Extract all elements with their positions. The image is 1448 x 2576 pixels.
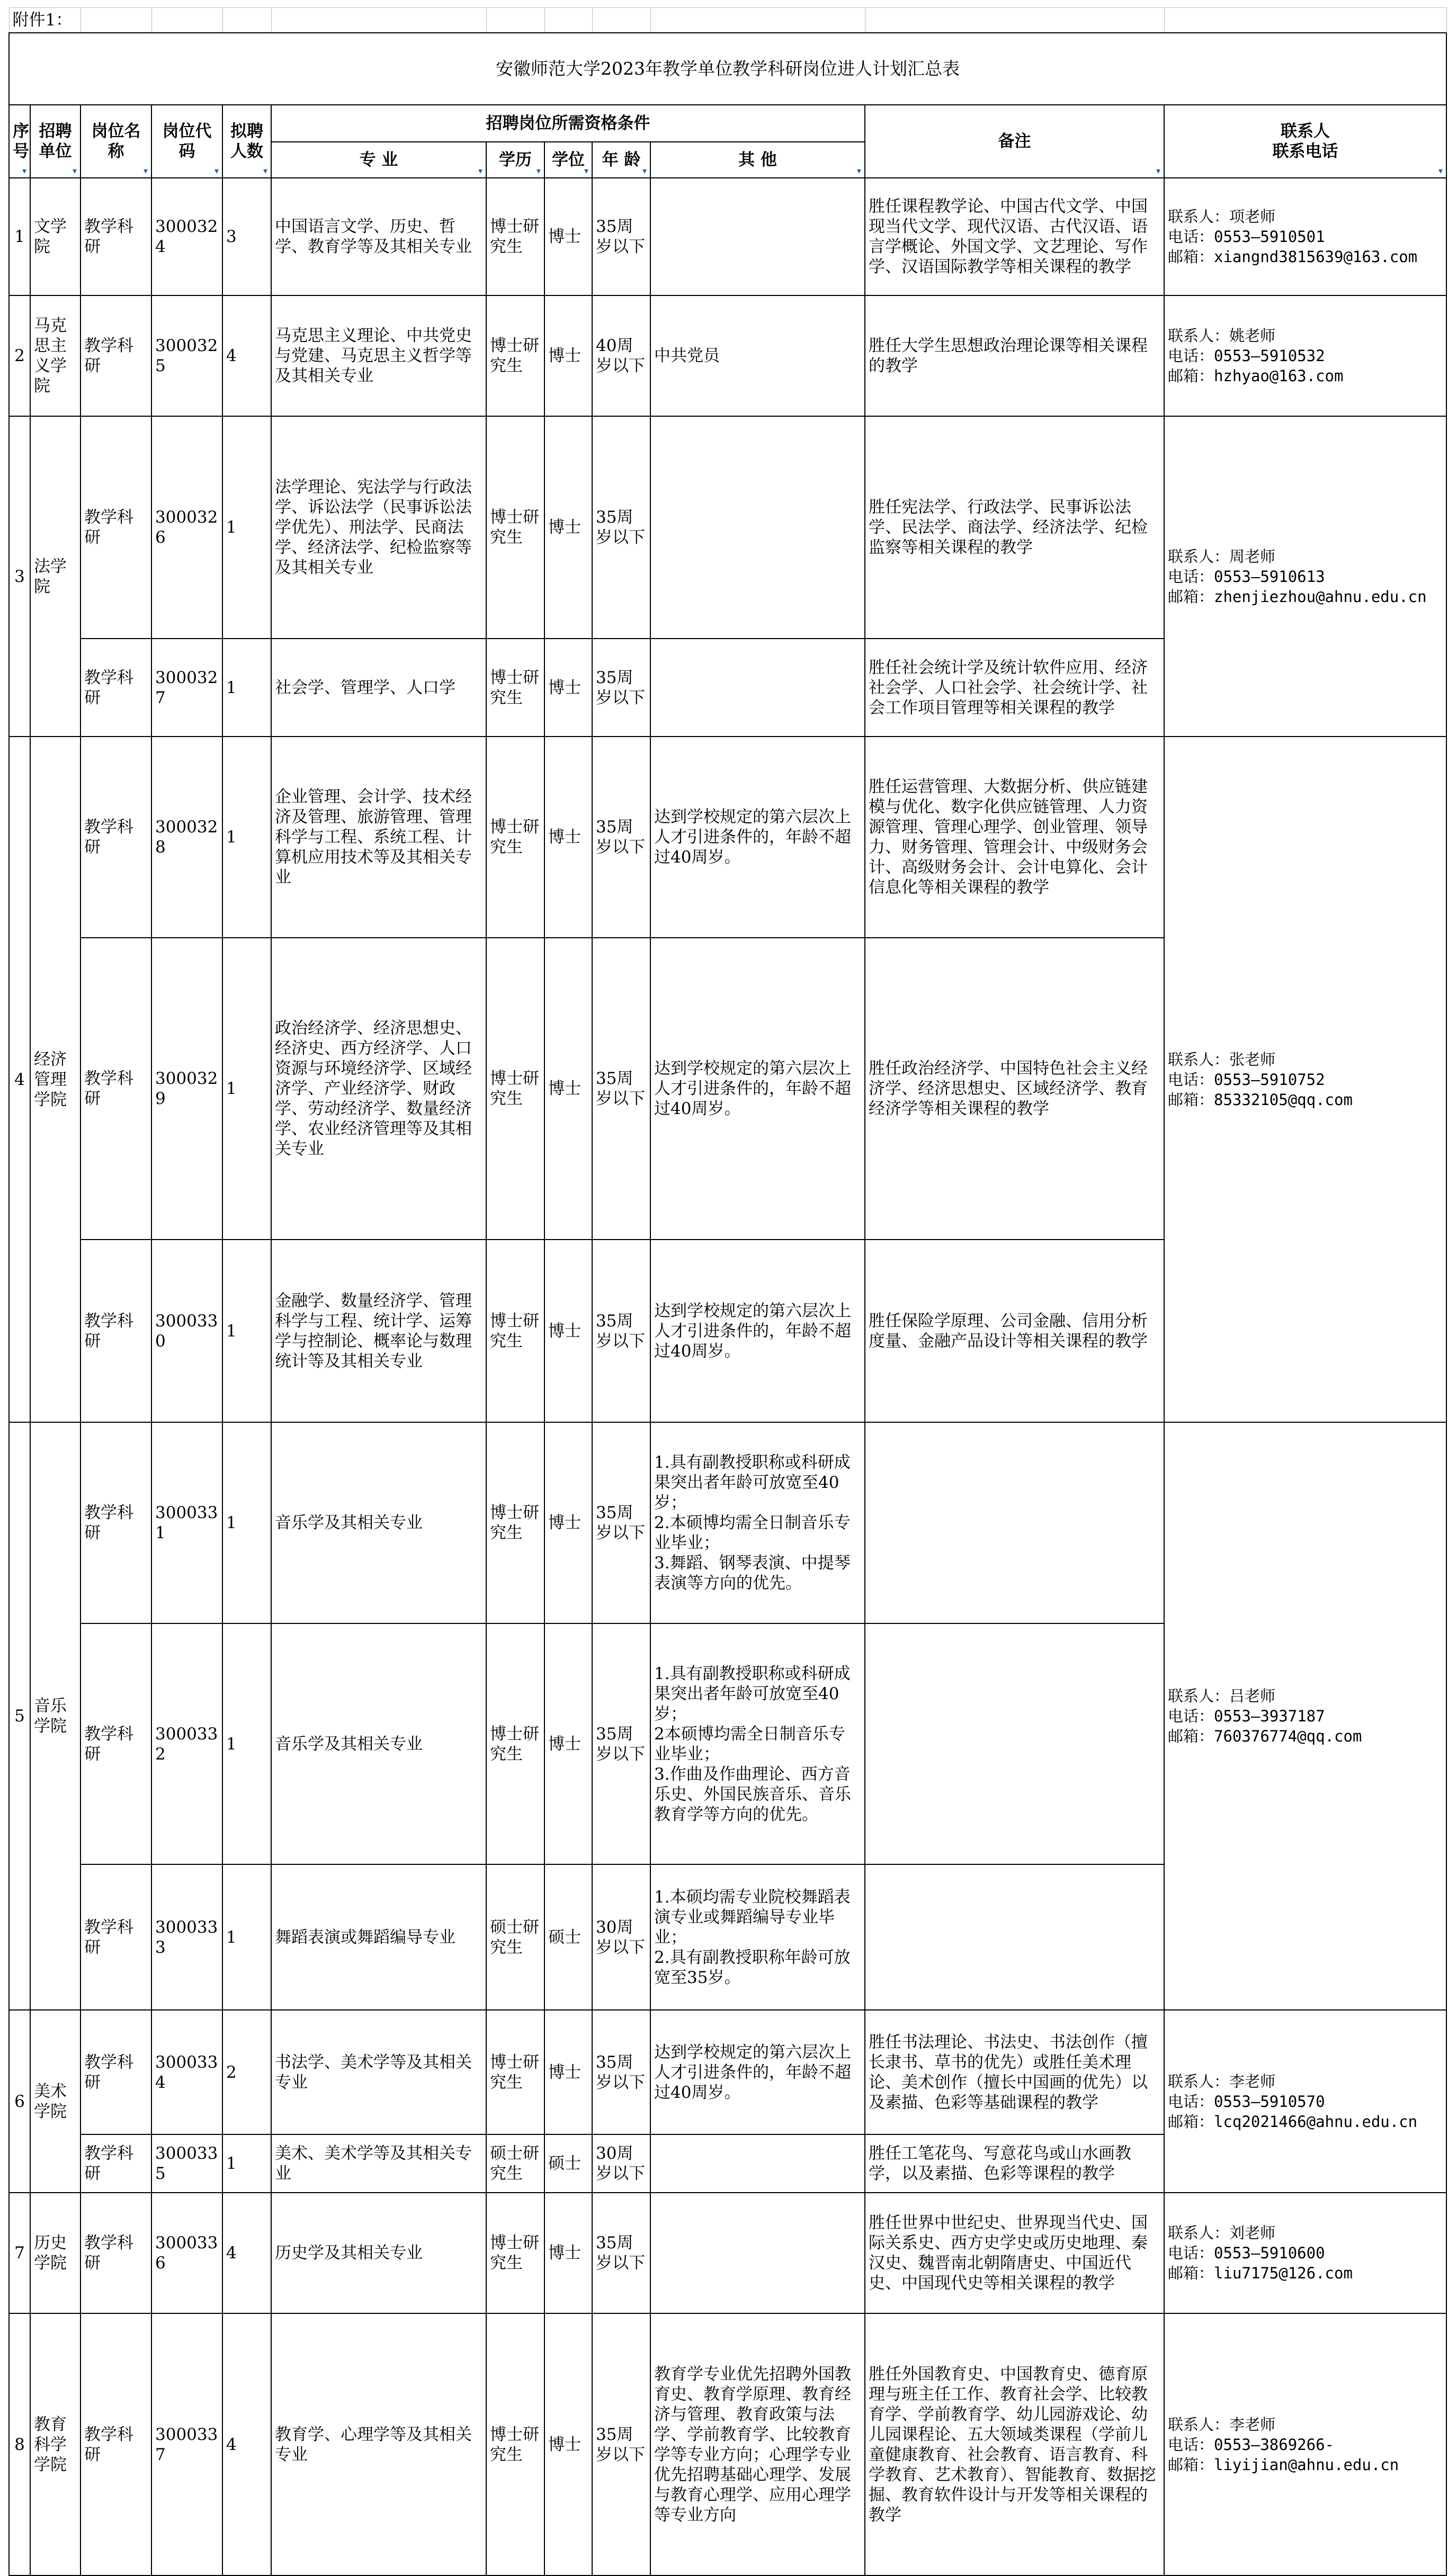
count-cell: 1 — [222, 1240, 271, 1422]
seq-cell: 4 — [9, 737, 30, 1422]
code-cell: 3000325 — [151, 295, 222, 416]
major-cell: 音乐学及其相关专业 — [271, 1623, 486, 1864]
unit-cell: 马克思主义学院 — [30, 295, 81, 416]
degree-cell: 硕士 — [544, 2134, 592, 2193]
count-cell: 1 — [222, 1422, 271, 1623]
remark-cell: 胜任保险学原理、公司金融、信用分析度量、金融产品设计等相关课程的教学 — [865, 1240, 1164, 1422]
age-cell: 35周岁以下 — [592, 1623, 650, 1864]
table-row — [9, 2010, 1446, 2134]
other-cell: 1.具有副教授职称或科研成果突出者年龄可放宽至40岁； 2.本硕博均需全日制音乐专业毕业； 3.舞蹈、钢琴表演、中提琴表演等方向的优先。 — [650, 1422, 865, 1623]
code-cell: 3000329 — [151, 938, 222, 1240]
count-cell: 4 — [222, 295, 271, 416]
education-cell: 硕士研究生 — [486, 2134, 544, 2193]
age-cell: 35周岁以下 — [592, 639, 650, 737]
other-cell: 达到学校规定的第六层次上人才引进条件的，年龄不超过40周岁。 — [650, 938, 865, 1240]
table-row — [9, 737, 1446, 938]
unit-cell: 文学院 — [30, 178, 81, 295]
header-age[interactable]: 年 龄 ▾ — [592, 142, 650, 178]
unit-cell: 法学院 — [30, 416, 81, 737]
filter-dropdown-icon[interactable]: ▾ — [856, 166, 862, 176]
degree-cell: 博士 — [544, 1240, 592, 1422]
seq-cell: 6 — [9, 2010, 30, 2193]
degree-cell: 博士 — [544, 1623, 592, 1864]
remark-cell: 胜任宪法学、行政法学、民事诉讼法学、民法学、商法学、经济法学、纪检监察等相关课程的教学 — [865, 416, 1164, 639]
contact-cell: 联系人：李老师 电话：0553—3869266- 邮箱：liyijian@ahnu.edu.cn — [1164, 2313, 1446, 2575]
other-cell: 达到学校规定的第六层次上人才引进条件的，年龄不超过40周岁。 — [650, 737, 865, 938]
table-row — [9, 295, 1446, 416]
filter-dropdown-icon[interactable]: ▾ — [536, 166, 541, 176]
age-cell: 30周岁以下 — [592, 2134, 650, 2193]
table-row — [9, 1422, 1446, 1623]
education-cell: 博士研究生 — [486, 2193, 544, 2313]
count-cell: 1 — [222, 1623, 271, 1864]
contact-cell: 联系人：项老师 电话：0553—5910501 邮箱：xiangnd3815639@163.com — [1164, 178, 1446, 295]
count-cell: 4 — [222, 2313, 271, 2575]
age-cell: 35周岁以下 — [592, 2010, 650, 2134]
other-cell: 达到学校规定的第六层次上人才引进条件的，年龄不超过40周岁。 — [650, 2010, 865, 2134]
major-cell: 历史学及其相关专业 — [271, 2193, 486, 2313]
post-cell: 教学科研 — [81, 1240, 151, 1422]
degree-cell: 博士 — [544, 2193, 592, 2313]
header-remark[interactable]: 备注 ▾ — [865, 105, 1164, 178]
seq-cell: 3 — [9, 416, 30, 737]
age-cell: 35周岁以下 — [592, 737, 650, 938]
age-cell: 35周岁以下 — [592, 1240, 650, 1422]
remark-cell: 胜任社会统计学及统计软件应用、经济社会学、人口社会学、社会统计学、社会工作项目管理等相关课程的教学 — [865, 639, 1164, 737]
unit-cell: 音乐学院 — [30, 1422, 81, 2010]
filter-dropdown-icon[interactable]: ▾ — [642, 166, 647, 176]
remark-cell: 胜任大学生思想政治理论课等相关课程的教学 — [865, 295, 1164, 416]
post-cell: 教学科研 — [81, 416, 151, 639]
major-cell: 社会学、管理学、人口学 — [271, 639, 486, 737]
other-cell — [650, 2193, 865, 2313]
table-title: 安徽师范大学2023年教学单位教学科研岗位进人计划汇总表 — [9, 33, 1446, 105]
table-row — [9, 416, 1446, 639]
remark-cell: 胜任书法理论、书法史、书法创作（擅长隶书、草书的优先）或胜任美术理论、美术创作（擅长中国画的优先）以及素描、色彩等基础课程的教学 — [865, 2010, 1164, 2134]
degree-cell: 博士 — [544, 1422, 592, 1623]
unit-cell: 经济管理学院 — [30, 737, 81, 1422]
post-cell: 教学科研 — [81, 1422, 151, 1623]
education-cell: 博士研究生 — [486, 2313, 544, 2575]
attachment-label: 附件1： — [9, 8, 81, 33]
post-cell: 教学科研 — [81, 178, 151, 295]
degree-cell: 博士 — [544, 2010, 592, 2134]
remark-cell: 胜任运营管理、大数据分析、供应链建模与优化、数字化供应链管理、人力资源管理、管理心理学、创业管理、领导力、财务管理、管理会计、中级财务会计、高级财务会计、会计电算化、会计信息化等相关课程的教学 — [865, 737, 1164, 938]
education-cell: 博士研究生 — [486, 295, 544, 416]
filter-dropdown-icon[interactable]: ▾ — [214, 166, 219, 176]
education-cell: 博士研究生 — [486, 1240, 544, 1422]
major-cell: 美术、美术学等及其相关专业 — [271, 2134, 486, 2193]
education-cell: 博士研究生 — [486, 178, 544, 295]
header-contact[interactable]: 联系人 联系电话 ▾ — [1164, 105, 1446, 178]
remark-cell: 胜任世界中世纪史、世界现当代史、国际关系史、西方史学史或历史地理、秦汉史、魏晋南北朝隋唐史、中国近代史、中国现代史等相关课程的教学 — [865, 2193, 1164, 2313]
code-cell: 3000327 — [151, 639, 222, 737]
post-cell: 教学科研 — [81, 2193, 151, 2313]
education-cell: 博士研究生 — [486, 2010, 544, 2134]
filter-dropdown-icon[interactable]: ▾ — [478, 166, 483, 176]
filter-dropdown-icon[interactable]: ▾ — [72, 166, 77, 176]
code-cell: 3000336 — [151, 2193, 222, 2313]
age-cell: 35周岁以下 — [592, 938, 650, 1240]
other-cell: 教育学专业优先招聘外国教育史、教育学原理、教育经济与管理、教育政策与法学、学前教育学、比较教育学等专业方向；心理学专业优先招聘基础心理学、发展与教育心理学、应用心理学等专业方向 — [650, 2313, 865, 2575]
header-count[interactable]: 拟聘人数 ▾ — [222, 105, 271, 178]
degree-cell: 博士 — [544, 737, 592, 938]
contact-cell: 联系人：张老师 电话：0553—5910752 邮箱：85332105@qq.com — [1164, 737, 1446, 1422]
major-cell: 教育学、心理学等及其相关专业 — [271, 2313, 486, 2575]
age-cell: 35周岁以下 — [592, 416, 650, 639]
age-cell: 35周岁以下 — [592, 178, 650, 295]
degree-cell: 博士 — [544, 2313, 592, 2575]
education-cell: 博士研究生 — [486, 938, 544, 1240]
filter-dropdown-icon[interactable]: ▾ — [263, 166, 268, 176]
contact-cell: 联系人：吕老师 电话：0553—3937187 邮箱：760376774@qq.com — [1164, 1422, 1446, 2010]
post-cell: 教学科研 — [81, 1864, 151, 2010]
remark-cell: 胜任政治经济学、中国特色社会主义经济学、经济思想史、区域经济学、教育经济学等相关课程的教学 — [865, 938, 1164, 1240]
other-cell — [650, 178, 865, 295]
post-cell: 教学科研 — [81, 1623, 151, 1864]
major-cell: 法学理论、宪法学与行政法学、诉讼法学（民事诉讼法学优先）、刑法学、民商法学、经济法学、纪检监察等及其相关专业 — [271, 416, 486, 639]
count-cell: 2 — [222, 2010, 271, 2134]
seq-cell: 5 — [9, 1422, 30, 2010]
education-cell: 博士研究生 — [486, 416, 544, 639]
post-cell: 教学科研 — [81, 2010, 151, 2134]
degree-cell: 博士 — [544, 416, 592, 639]
degree-cell: 博士 — [544, 639, 592, 737]
seq-cell: 2 — [9, 295, 30, 416]
filter-dropdown-icon[interactable]: ▾ — [584, 166, 589, 176]
post-cell: 教学科研 — [81, 737, 151, 938]
education-cell: 硕士研究生 — [486, 1864, 544, 2010]
degree-cell: 硕士 — [544, 1864, 592, 2010]
other-cell — [650, 2134, 865, 2193]
count-cell: 1 — [222, 639, 271, 737]
other-cell: 1.本硕均需专业院校舞蹈表演专业或舞蹈编导专业毕业； 2.具有副教授职称年龄可放宽至35岁。 — [650, 1864, 865, 2010]
education-cell: 博士研究生 — [486, 1422, 544, 1623]
contact-cell: 联系人：周老师 电话：0553—5910613 邮箱：zhenjiezhou@ahnu.edu.cn — [1164, 416, 1446, 737]
major-cell: 书法学、美术学等及其相关专业 — [271, 2010, 486, 2134]
major-cell: 舞蹈表演或舞蹈编导专业 — [271, 1864, 486, 2010]
contact-cell: 联系人：李老师 电话：0553—5910570 邮箱：lcq2021466@ahnu.edu.cn — [1164, 2010, 1446, 2193]
major-cell: 政治经济学、经济思想史、经济史、西方经济学、人口资源与环境经济学、区域经济学、产业经济学、财政学、劳动经济学、数量经济学、农业经济管理等及其相关专业 — [271, 938, 486, 1240]
remark-cell: 胜任工笔花鸟、写意花鸟或山水画教学，以及素描、色彩等课程的教学 — [865, 2134, 1164, 2193]
degree-cell: 博士 — [544, 178, 592, 295]
major-cell: 马克思主义理论、中共党史与党建、马克思主义哲学等及其相关专业 — [271, 295, 486, 416]
degree-cell: 博士 — [544, 938, 592, 1240]
code-cell: 3000337 — [151, 2313, 222, 2575]
code-cell: 3000334 — [151, 2010, 222, 2134]
header-other[interactable]: 其 他 ▾ — [650, 142, 865, 178]
code-cell: 3000335 — [151, 2134, 222, 2193]
attachment-row — [9, 8, 1446, 33]
header-conditions: 招聘岗位所需资格条件 — [271, 105, 865, 142]
code-cell: 3000331 — [151, 1422, 222, 1623]
count-cell: 1 — [222, 1864, 271, 2010]
header-education[interactable]: 学历 ▾ — [486, 142, 544, 178]
age-cell: 30周岁以下 — [592, 1864, 650, 2010]
age-cell: 35周岁以下 — [592, 1422, 650, 1623]
filter-dropdown-icon[interactable]: ▾ — [1156, 166, 1161, 176]
code-cell: 3000332 — [151, 1623, 222, 1864]
other-cell: 1.具有副教授职称或科研成果突出者年龄可放宽至40岁； 2本硕博均需全日制音乐专业毕业； 3.作曲及作曲理论、西方音乐史、外国民族音乐、音乐教育学等方向的优先。 — [650, 1623, 865, 1864]
remark-cell — [865, 1623, 1164, 1864]
remark-cell — [865, 1422, 1164, 1623]
major-cell: 音乐学及其相关专业 — [271, 1422, 486, 1623]
age-cell: 35周岁以下 — [592, 2193, 650, 2313]
other-cell: 中共党员 — [650, 295, 865, 416]
header-row-1 — [9, 105, 1446, 142]
unit-cell: 教育科学学院 — [30, 2313, 81, 2575]
degree-cell: 博士 — [544, 295, 592, 416]
major-cell: 中国语言文学、历史、哲学、教育学等及其相关专业 — [271, 178, 486, 295]
header-degree[interactable]: 学位 ▾ — [544, 142, 592, 178]
other-cell — [650, 639, 865, 737]
count-cell: 3 — [222, 178, 271, 295]
count-cell: 1 — [222, 2134, 271, 2193]
seq-cell: 7 — [9, 2193, 30, 2313]
major-cell: 企业管理、会计学、技术经济及管理、旅游管理、管理科学与工程、系统工程、计算机应用技术等及其相关专业 — [271, 737, 486, 938]
unit-cell: 历史学院 — [30, 2193, 81, 2313]
header-unit[interactable]: 招聘单位 ▾ — [30, 105, 81, 178]
remark-cell: 胜任课程教学论、中国古代文学、中国现当代文学、现代汉语、古代汉语、语言学概论、外国文学、文艺理论、写作学、汉语国际教学等相关课程的教学 — [865, 178, 1164, 295]
post-cell: 教学科研 — [81, 938, 151, 1240]
recruitment-table — [8, 7, 1447, 2576]
post-cell: 教学科研 — [81, 2313, 151, 2575]
contact-cell: 联系人：姚老师 电话：0553—5910532 邮箱：hzhyao@163.com — [1164, 295, 1446, 416]
title-row — [9, 33, 1446, 105]
code-cell: 3000324 — [151, 178, 222, 295]
count-cell: 1 — [222, 737, 271, 938]
remark-cell: 胜任外国教育史、中国教育史、德育原理与班主任工作、教育社会学、比较教育学、学前教育学、幼儿园游戏论、幼儿园课程论、五大领域类课程（学前儿童健康教育、社会教育、语言教育、科学教育、艺术教育）、智能教育、数据挖掘、教育软件设计与开发等相关课程的教学 — [865, 2313, 1164, 2575]
filter-dropdown-icon[interactable]: ▾ — [1438, 166, 1443, 176]
count-cell: 4 — [222, 2193, 271, 2313]
header-post-code[interactable]: 岗位代码 ▾ — [151, 105, 222, 178]
code-cell: 3000333 — [151, 1864, 222, 2010]
post-cell: 教学科研 — [81, 2134, 151, 2193]
education-cell: 博士研究生 — [486, 1623, 544, 1864]
other-cell: 达到学校规定的第六层次上人才引进条件的，年龄不超过40周岁。 — [650, 1240, 865, 1422]
post-cell: 教学科研 — [81, 639, 151, 737]
post-cell: 教学科研 — [81, 295, 151, 416]
header-post-name[interactable]: 岗位名称 ▾ — [81, 105, 151, 178]
table-row — [9, 2193, 1446, 2313]
filter-dropdown-icon[interactable]: ▾ — [143, 166, 148, 176]
code-cell: 3000326 — [151, 416, 222, 639]
header-seq[interactable]: 序号 ▾ — [9, 105, 30, 178]
age-cell: 35周岁以下 — [592, 2313, 650, 2575]
table-row — [9, 2313, 1446, 2575]
other-cell — [650, 416, 865, 639]
seq-cell: 8 — [9, 2313, 30, 2575]
count-cell: 1 — [222, 416, 271, 639]
education-cell: 博士研究生 — [486, 639, 544, 737]
unit-cell: 美术学院 — [30, 2010, 81, 2193]
age-cell: 40周岁以下 — [592, 295, 650, 416]
count-cell: 1 — [222, 938, 271, 1240]
code-cell: 3000328 — [151, 737, 222, 938]
remark-cell — [865, 1864, 1164, 2010]
seq-cell: 1 — [9, 178, 30, 295]
table-row — [9, 178, 1446, 295]
major-cell: 金融学、数量经济学、管理科学与工程、统计学、运筹学与控制论、概率论与数理统计等及其相关专业 — [271, 1240, 486, 1422]
contact-cell: 联系人：刘老师 电话：0553—5910600 邮箱：liu7175@126.com — [1164, 2193, 1446, 2313]
education-cell: 博士研究生 — [486, 737, 544, 938]
filter-dropdown-icon[interactable]: ▾ — [22, 166, 26, 176]
code-cell: 3000330 — [151, 1240, 222, 1422]
header-major[interactable]: 专 业 ▾ — [271, 142, 486, 178]
